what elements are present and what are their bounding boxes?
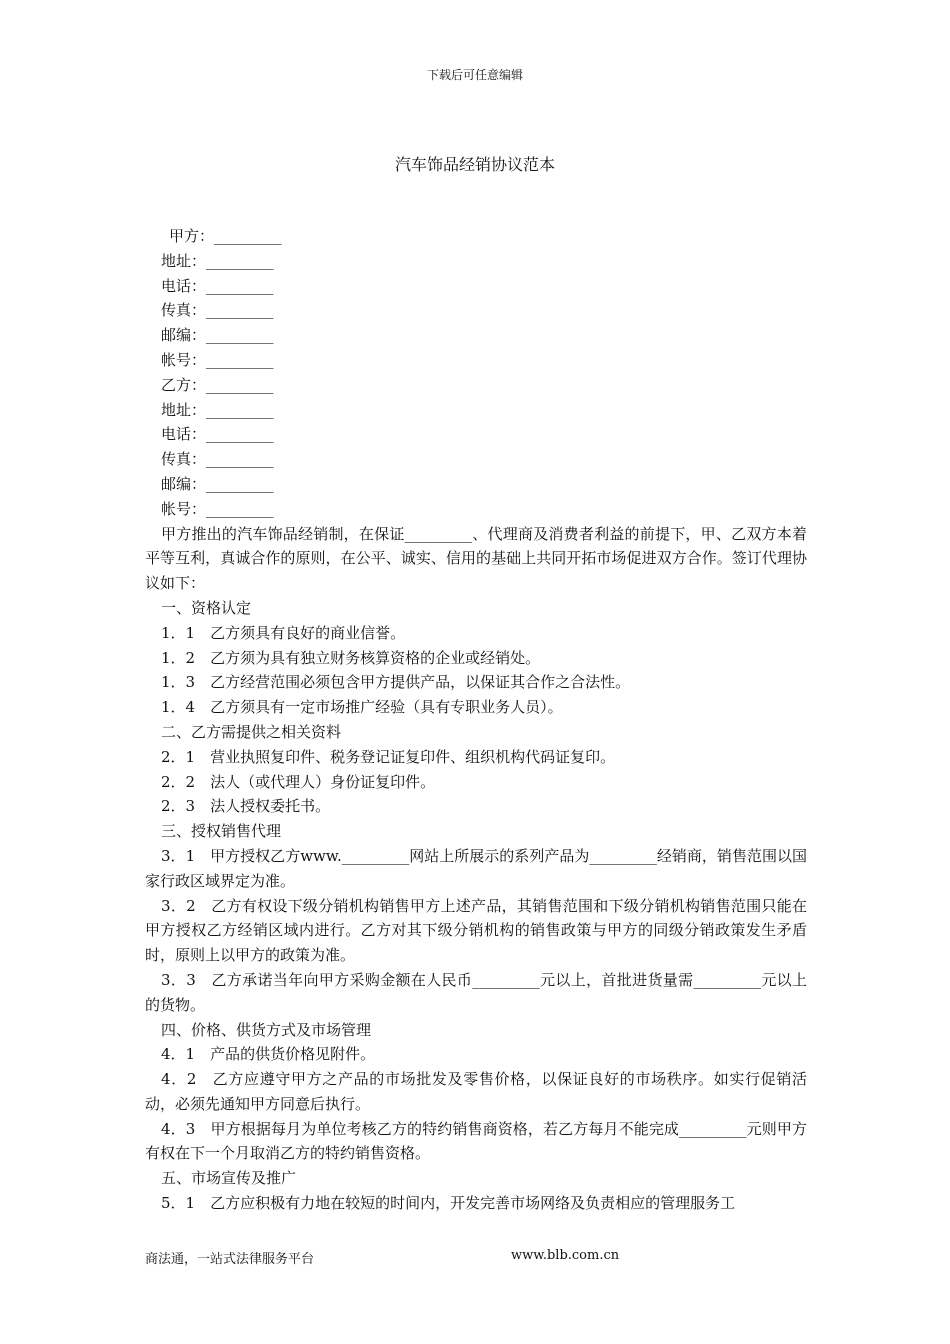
clause-paragraph: 1．4 乙方须具有一定市场推广经验（具有专职业务人员）。	[161, 698, 563, 717]
party-a-phone: 电话：_________	[161, 276, 274, 295]
party-b-fax: 传真：_________	[161, 450, 274, 469]
clause-paragraph: 4．1 产品的供货价格见附件。	[161, 1045, 376, 1064]
clause-paragraph: 4．2 乙方应遵守甲方之产品的市场批发及零售价格，以保证良好的市场秩序。如实行促销活动，必须先通知甲方同意后执行。	[145, 1070, 807, 1113]
footer-platform-name: 商法通，一站式法律服务平台	[145, 1252, 315, 1267]
clause-paragraph: 2．3 法人授权委托书。	[161, 797, 331, 816]
clause-paragraph: 1．1 乙方须具有良好的商业信誉。	[161, 623, 406, 642]
section-heading: 一、资格认定	[161, 598, 252, 617]
footer-website-link[interactable]: www.blb.com.cn	[511, 1248, 620, 1263]
clause-paragraph: 1．3 乙方经营范围必须包含甲方提供产品，以保证其合作之合法性。	[161, 673, 631, 692]
party-a-line: 甲方：_________	[169, 227, 282, 245]
clause-paragraph: 3．3 乙方承诺当年向甲方采购金额在人民币_________元以上，首批进货量需_________元以上的货物。	[145, 970, 807, 1014]
clause-paragraph: 3．2 乙方有权设下级分销机构销售甲方上述产品，其销售范围和下级分销机构销售范围只能在甲方授权乙方经销区域内进行。乙方对其下级分销机构的销售政策与甲方的同级分销政策发生矛盾时，原则上以甲方的政策为准。	[145, 896, 807, 965]
party-b-postcode: 邮编：_________	[161, 474, 274, 493]
section-heading: 二、乙方需提供之相关资料	[161, 722, 342, 741]
party-a-fax: 传真：_________	[161, 301, 274, 320]
clause-paragraph: 2．2 法人（或代理人）身份证复印件。	[161, 772, 436, 791]
party-b-account: 帐号：_________	[161, 499, 274, 518]
section-heading: 五、市场宣传及推广	[161, 1169, 297, 1188]
clause-paragraph: 3．1 甲方授权乙方www._________网站上所展示的系列产品为_________经销商，销售范围以国家行政区域界定为准。	[145, 846, 807, 890]
party-b-address: 地址：_________	[161, 400, 274, 419]
clause-paragraph: 1．2 乙方须为具有独立财务核算资格的企业或经销处。	[161, 648, 541, 667]
party-a-address: 地址：_________	[161, 251, 274, 270]
clause-paragraph: 2．1 营业执照复印件、税务登记证复印件、组织机构代码证复印。	[161, 747, 616, 766]
clause-paragraph: 4．3 甲方根据每月为单位考核乙方的特约销售商资格，若乙方每月不能完成_________元则甲方有权在下一个月取消乙方的特约销售资格。	[145, 1119, 807, 1163]
party-b-phone: 电话：_________	[161, 425, 274, 444]
preamble-paragraph: 甲方推出的汽车饰品经销制，在保证_________、代理商及消费者利益的前提下，甲、乙双方本着平等互利，真诚合作的原则，在公平、诚实、信用的基础上共同开拓市场促进双方合作。签订代理协议如下：	[145, 524, 807, 593]
section-heading: 三、授权销售代理	[161, 822, 282, 841]
party-a-account: 帐号：_________	[161, 350, 274, 369]
page-header: 下载后可任意编辑	[426, 68, 523, 82]
document-title: 汽车饰品经销协议范本	[394, 155, 555, 174]
clause-paragraph: 5．1 乙方应积极有力地在较短的时间内，开发完善市场网络及负责相应的管理服务工	[161, 1194, 736, 1213]
section-heading: 四、价格、供货方式及市场管理	[161, 1020, 372, 1039]
document-body	[145, 224, 807, 1216]
party-a-postcode: 邮编：_________	[161, 326, 274, 345]
party-b-line: 乙方：_________	[161, 375, 274, 394]
